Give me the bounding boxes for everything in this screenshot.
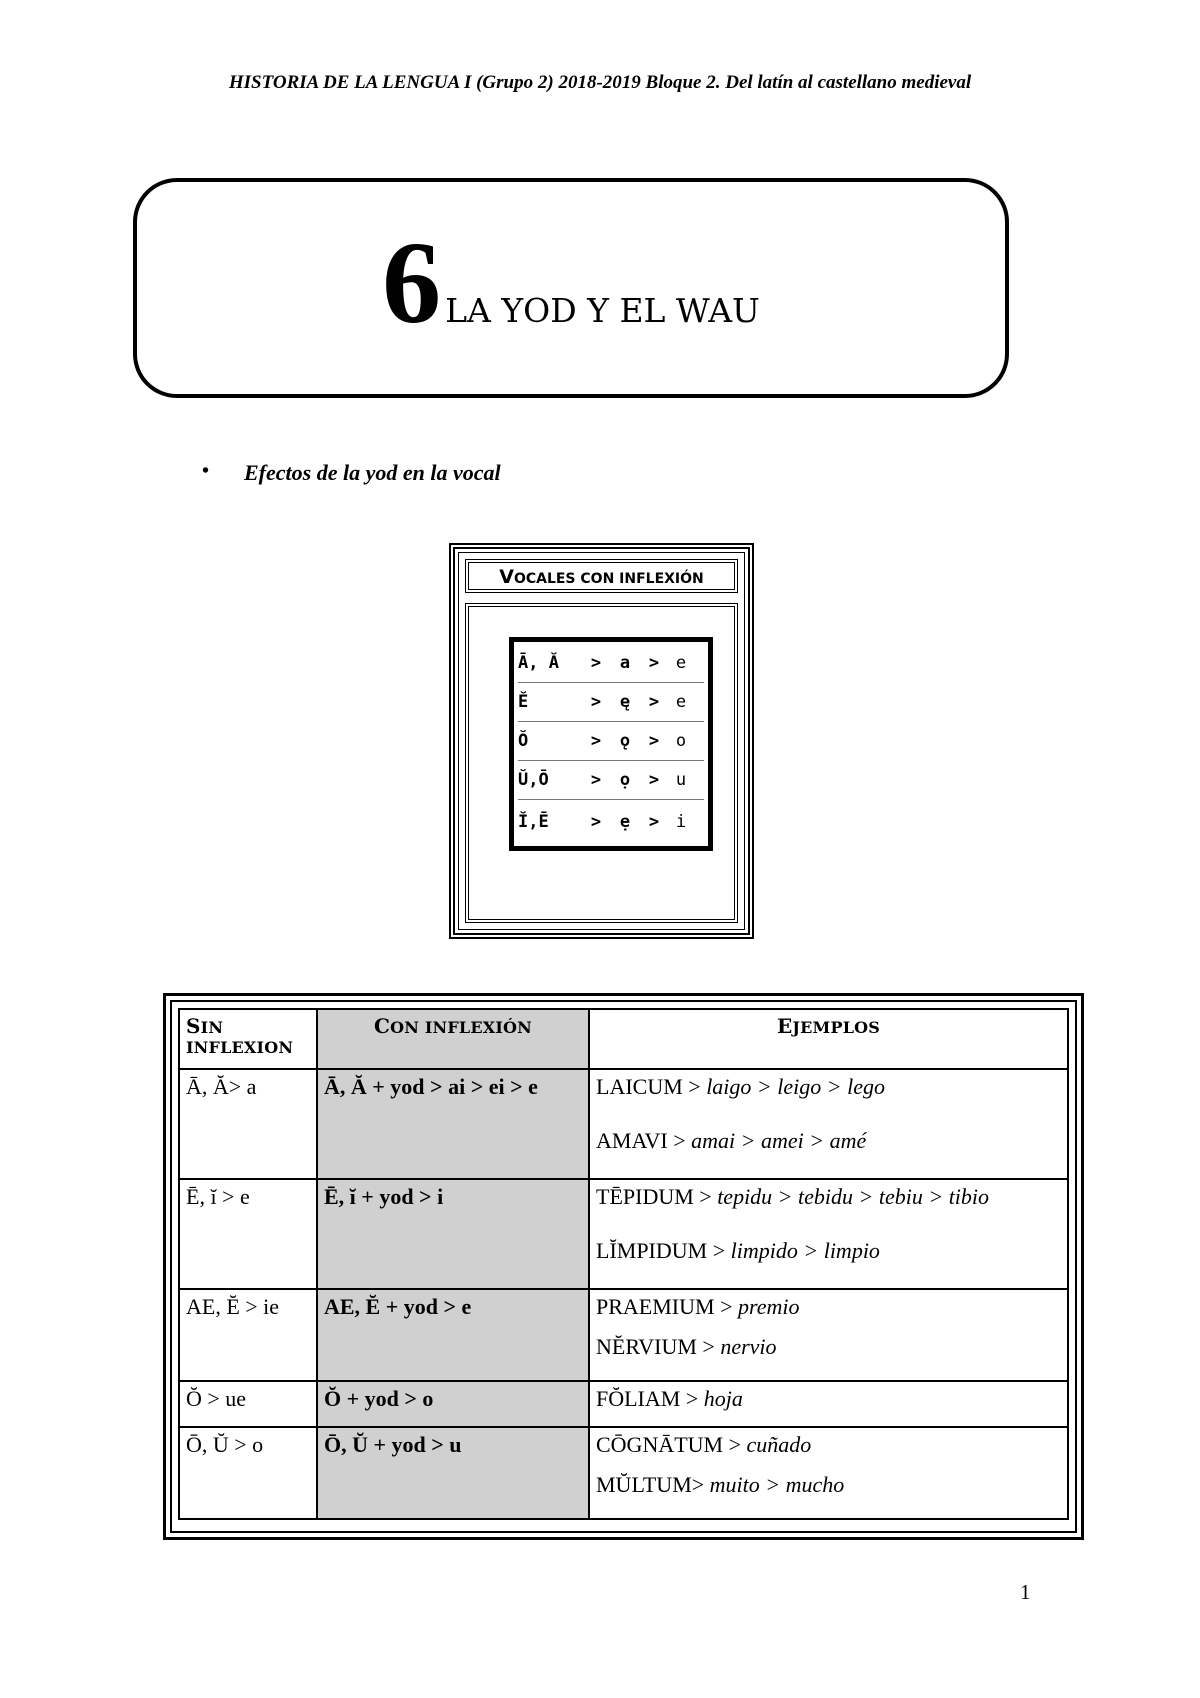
vowel-row: Ŏ > ǫ > o: [518, 722, 704, 761]
bullet-item: [202, 460, 501, 486]
table-row: [179, 1289, 1068, 1381]
chapter-number: 6: [382, 217, 442, 348]
table-row: [179, 1179, 1068, 1289]
cell-con-inflexion: Ŏ + yod > o: [317, 1381, 589, 1427]
cell-sin-inflexion: Ē, ĭ > e: [179, 1179, 317, 1289]
table-row: [179, 1427, 1068, 1519]
cell-con-inflexion: Ē, ĭ + yod > i: [317, 1179, 589, 1289]
page-number: 1: [1020, 1580, 1031, 1604]
cell-sin-inflexion: Ā, Ă> a: [179, 1069, 317, 1179]
cell-ejemplos: LAICUM > laigo > leigo > lego AMAVI > amai > amei > amé: [589, 1069, 1068, 1179]
table-row: [179, 1069, 1068, 1179]
cell-con-inflexion: Ā, Ă + yod > ai > ei > e: [317, 1069, 589, 1179]
vowel-box-title: VOCALES CON INFLEXIÓN: [465, 559, 738, 593]
vowel-box-content: [465, 603, 738, 923]
cell-con-inflexion: AE, Ĕ + yod > e: [317, 1289, 589, 1381]
header-ejemplos: EJEMPLOS: [589, 1009, 1068, 1069]
cell-sin-inflexion: Ŏ > ue: [179, 1381, 317, 1427]
chapter-title-box: [133, 178, 1009, 398]
vowel-row: Ŭ,Ō > ọ > u: [518, 761, 704, 800]
cell-sin-inflexion: Ō, Ŭ > o: [179, 1427, 317, 1519]
cell-ejemplos: PRAEMIUM > premio NĔRVIUM > nervio: [589, 1289, 1068, 1381]
table-row: [179, 1381, 1068, 1427]
vowel-row: Ĭ,Ē > ẹ > i: [518, 812, 687, 832]
cell-sin-inflexion: AE, Ĕ > ie: [179, 1289, 317, 1381]
yod-effects-table-frame: [163, 993, 1084, 1540]
yod-effects-table: [178, 1008, 1069, 1520]
bullet-marker: •: [202, 460, 210, 482]
cell-con-inflexion: Ō, Ŭ + yod > u: [317, 1427, 589, 1519]
cell-ejemplos: TĒPIDUM > tepidu > tebidu > tebiu > tibio LĬMPIDUM > limpido > limpio: [589, 1179, 1068, 1289]
cell-ejemplos: FŎLIAM > hoja: [589, 1381, 1068, 1427]
running-header: HISTORIA DE LA LENGUA I (Grupo 2) 2018-2019 Bloque 2. Del latín al castellano medieval: [228, 72, 972, 93]
vowel-row: Ĕ > ę > e: [518, 683, 704, 722]
chapter-title: LA YOD Y EL WAU: [445, 291, 760, 330]
vowel-row: Ā, Ă > a > e: [518, 644, 704, 683]
header-con-inflexion: CON INFLEXIÓN: [317, 1009, 589, 1069]
header-sin-inflexion: SIN INFLEXION: [179, 1009, 317, 1069]
bullet-text: Efectos de la yod en la vocal: [244, 460, 501, 485]
vowel-inflection-chart: [509, 637, 713, 851]
vowel-inflection-box: [449, 543, 754, 939]
table-header-row: [179, 1009, 1068, 1069]
cell-ejemplos: CŌGNĀTUM > cuñado MŬLTUM> muito > mucho: [589, 1427, 1068, 1519]
